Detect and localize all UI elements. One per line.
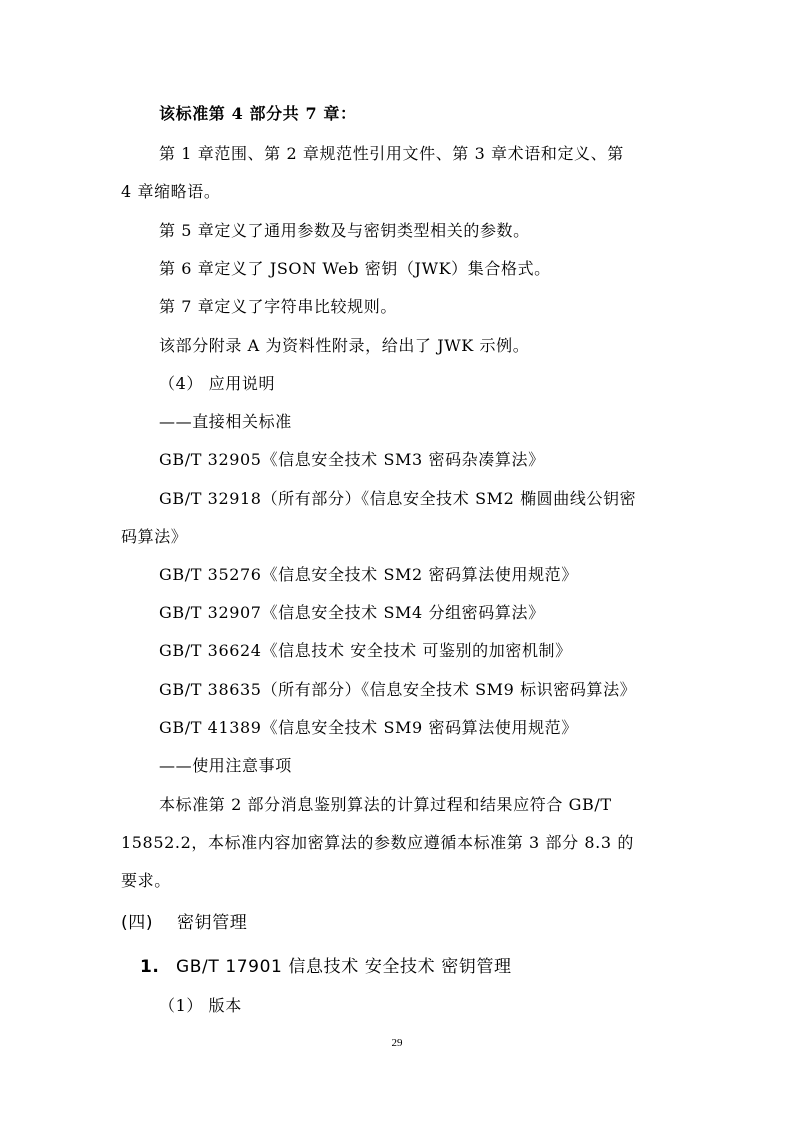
related-standard-item: GB/T 32905《信息安全技术 SM3 密码杂凑算法》	[159, 450, 545, 469]
item-number: 1.	[140, 957, 160, 977]
page-number: 29	[391, 1037, 403, 1049]
usage-notes-text-line-1: 本标准第 2 部分消息鉴别算法的计算过程和结果应符合 GB/T	[159, 795, 612, 814]
subsection-title: 密钥管理	[177, 913, 248, 933]
subsection-marker: (四)	[121, 913, 154, 933]
related-standard-item: GB/T 35276《信息安全技术 SM2 密码算法使用规范》	[159, 565, 578, 584]
related-standard-item: GB/T 32918（所有部分）《信息安全技术 SM2 椭圆曲线公钥密	[159, 489, 637, 508]
chapter-7-text: 第 7 章定义了字符串比较规则。	[159, 297, 397, 316]
usage-notes-text-line-3: 要求。	[121, 871, 171, 890]
version-heading: （1） 版本	[159, 996, 242, 1015]
related-standard-item: GB/T 32907《信息安全技术 SM4 分组密码算法》	[159, 603, 545, 622]
section-title: 该标准第 4 部分共 7 章：	[159, 104, 357, 123]
usage-notes-heading: ——使用注意事项	[159, 756, 292, 775]
chapter-6-text: 第 6 章定义了 JSON Web 密钥（JWK）集合格式。	[159, 259, 551, 278]
related-standard-item: GB/T 38635（所有部分）《信息安全技术 SM9 标识密码算法》	[159, 680, 637, 699]
application-heading: （4） 应用说明	[159, 374, 276, 393]
related-standard-item-continuation: 码算法》	[121, 527, 188, 546]
related-standard-item: GB/T 41389《信息安全技术 SM9 密码算法使用规范》	[159, 718, 578, 737]
chapters-text-line-2: 4 章缩略语。	[121, 182, 221, 201]
related-standard-item: GB/T 36624《信息技术 安全技术 可鉴别的加密机制》	[159, 641, 572, 660]
related-standards-heading: ——直接相关标准	[159, 412, 292, 431]
appendix-text: 该部分附录 A 为资料性附录，给出了 JWK 示例。	[159, 336, 530, 355]
chapters-text-line-1: 第 1 章范围、第 2 章规范性引用文件、第 3 章术语和定义、第	[159, 144, 624, 163]
usage-notes-text-line-2: 15852.2，本标准内容加密算法的参数应遵循本标准第 3 部分 8.3 的	[121, 833, 634, 852]
chapter-5-text: 第 5 章定义了通用参数及与密钥类型相关的参数。	[159, 221, 530, 240]
item-title: GB/T 17901 信息技术 安全技术 密钥管理	[176, 957, 512, 977]
